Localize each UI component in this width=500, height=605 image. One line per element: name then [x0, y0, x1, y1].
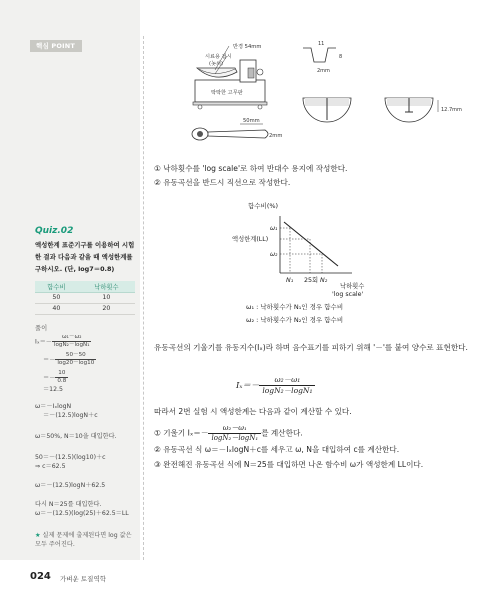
w2-label: ω₂ [270, 251, 278, 258]
n25-label: 25회 [304, 277, 319, 284]
solution-fraction [55, 352, 96, 367]
soil-pat-after [385, 98, 462, 122]
fraction-denominator: logN₂－logN₁ [53, 342, 90, 348]
figure-label: 시료용 접시 [205, 54, 232, 60]
figure-label: 8 [339, 54, 343, 60]
fraction-denominator: logN₂－logN₁ [262, 386, 313, 395]
step-text: 를 계산한다. [261, 428, 303, 438]
apparatus-figure [185, 38, 485, 150]
solution-text: Iₓ＝ [35, 338, 46, 346]
solution-line: ω＝－IₓlogN [35, 403, 72, 410]
figure-label: 12.7mm [441, 107, 462, 113]
flow-index-formula [236, 375, 315, 396]
grooving-tool [192, 118, 282, 140]
solution-line: ω＝－(12.5)logN＋62.5 [35, 482, 106, 489]
graph-xlabel: 낙하횟수 [340, 283, 365, 290]
step-3: ③ 완전해진 유동곡선 식에 N＝25를 대입하면 나온 함수비 ω가 액성한계 LL이다. [154, 460, 424, 469]
item-text: ② 유동곡선을 반드시 직선으로 작성한다. [154, 178, 291, 187]
fraction-denominator: logN₂－logN₁ [211, 434, 259, 442]
quiz-question: 액성한계 표준기구를 이용하여 시험한 결과 다음과 같을 때 액성한계를 구하시오. (단, log7＝0.8) [35, 241, 135, 273]
table-row [35, 303, 135, 314]
table-row [35, 292, 135, 303]
flow-curve-line [284, 222, 338, 266]
figure-label: (놋쇠) [209, 61, 224, 67]
casagrande-device [193, 42, 267, 109]
solution-eq2: ＝－ $\frac{50-50}{\log 20-\log 10}$ [43, 352, 95, 366]
item-text: ① 낙하횟수를 'log scale'로 하여 반대수 용지에 작성한다. [154, 164, 348, 173]
fraction-numerator: ω₂－ω₁ [208, 424, 261, 434]
legend-w2: ω₂ : 낙하횟수가 N₂인 경우 함수비 [246, 316, 344, 323]
step-text: ① 기울기 Iₓ＝－ [154, 428, 209, 438]
figure-label: 딱딱한 고무판 [211, 90, 243, 96]
solution-line: ω＝50%, N＝10을 대입한다. [35, 433, 117, 440]
quiz-title: Quiz.02 [35, 226, 74, 236]
table-header: 함수비 [35, 281, 78, 292]
ll-label: 액성한계(LL) [232, 236, 269, 243]
solution-line: 50＝－(12.5)(log10)＋c [35, 454, 106, 461]
fraction-numerator: 50－50 [55, 352, 96, 360]
book-title: 가벼운 토질역학 [60, 575, 107, 583]
n2-label: N₂ [320, 277, 328, 284]
figure-label: 반경 54mm [233, 44, 262, 50]
step-fraction [208, 424, 261, 443]
solution-text: ＝ [43, 374, 50, 382]
formula-fraction [259, 375, 315, 396]
solution-line: ＝－(12.5)logN＋c [43, 412, 98, 419]
page-number: 024 [30, 571, 51, 582]
table-cell: 20 [78, 303, 135, 314]
legend-w1: ω₁ : 낙하횟수가 N₁인 경우 함수비 [246, 303, 344, 311]
graph-xscale: 'log scale' [332, 291, 364, 298]
note-text: 실제 문제에 출제된다면 log 값은 모두 주어진다. [35, 532, 132, 548]
table-cell: 40 [35, 303, 78, 314]
table-cell: 10 [78, 292, 135, 303]
solution-line: ω＝－(12.5)(log(25)＋62.5＝LL [35, 510, 129, 517]
star-icon: ★ [35, 532, 41, 539]
soil-pat-before [303, 98, 351, 122]
solution-line: 다시 N＝25를 대입한다. [35, 501, 102, 508]
solution-fraction [52, 334, 92, 349]
n1-label: N₁ [286, 277, 294, 284]
solution-heading: 풀이 [35, 325, 48, 332]
solution-line: ⇒ c＝62.5 [35, 463, 66, 470]
table-header: 낙하횟수 [78, 281, 135, 292]
paragraph: 유동곡선의 기울기를 유동지수(Iₓ)라 하며 음수표기를 피하기 위해 '－'를 붙여 양수로 표현한다. [154, 343, 468, 352]
fraction-numerator: ω₁－ω₂ [52, 334, 92, 342]
figure-label: 2mm [269, 133, 283, 139]
solution-eq1: Iₓ＝－ $\frac{\text{ω₁－ω₂}}{\text{logN₂－logN₁}}$ [35, 334, 90, 348]
groove-profile [303, 41, 342, 74]
quiz-data-table [35, 281, 135, 315]
w1-label: ω₁ [270, 225, 278, 232]
solution-eq3: ＝－ $\frac{10}{0.8}$ [43, 370, 67, 384]
formula-lhs: Iₓ＝－ [236, 381, 260, 391]
sidebar-panel [0, 0, 140, 560]
fraction-numerator: 10 [55, 370, 68, 378]
step-1 [154, 424, 303, 443]
solution-fraction [55, 370, 68, 385]
flow-curve-graph [230, 198, 410, 323]
note [35, 531, 135, 549]
paragraph: 따라서 2번 실험 시 액성한계는 다음과 같이 계산할 수 있다. [154, 407, 352, 416]
solution-eq4: ＝12.5 [43, 386, 63, 393]
figure-label: 50mm [243, 118, 260, 124]
figure-label: 11 [318, 41, 325, 47]
graph-ylabel: 함수비(%) [248, 202, 279, 210]
figure-label: 2mm [317, 68, 330, 74]
section-tag: 핵심 POINT [30, 40, 82, 52]
column-divider [143, 36, 144, 560]
fraction-denominator: 0.8 [57, 378, 67, 384]
solution-text: ＝ [43, 356, 50, 364]
table-cell: 50 [35, 292, 78, 303]
fraction-numerator: ω₂－ω₁ [259, 375, 315, 386]
fraction-denominator: log20－log10 [57, 360, 95, 366]
step-2: ② 유동곡선 식 ω＝－IₓlogN＋c를 세우고 ω, N을 대입하여 c를 계산한다. [154, 445, 400, 454]
